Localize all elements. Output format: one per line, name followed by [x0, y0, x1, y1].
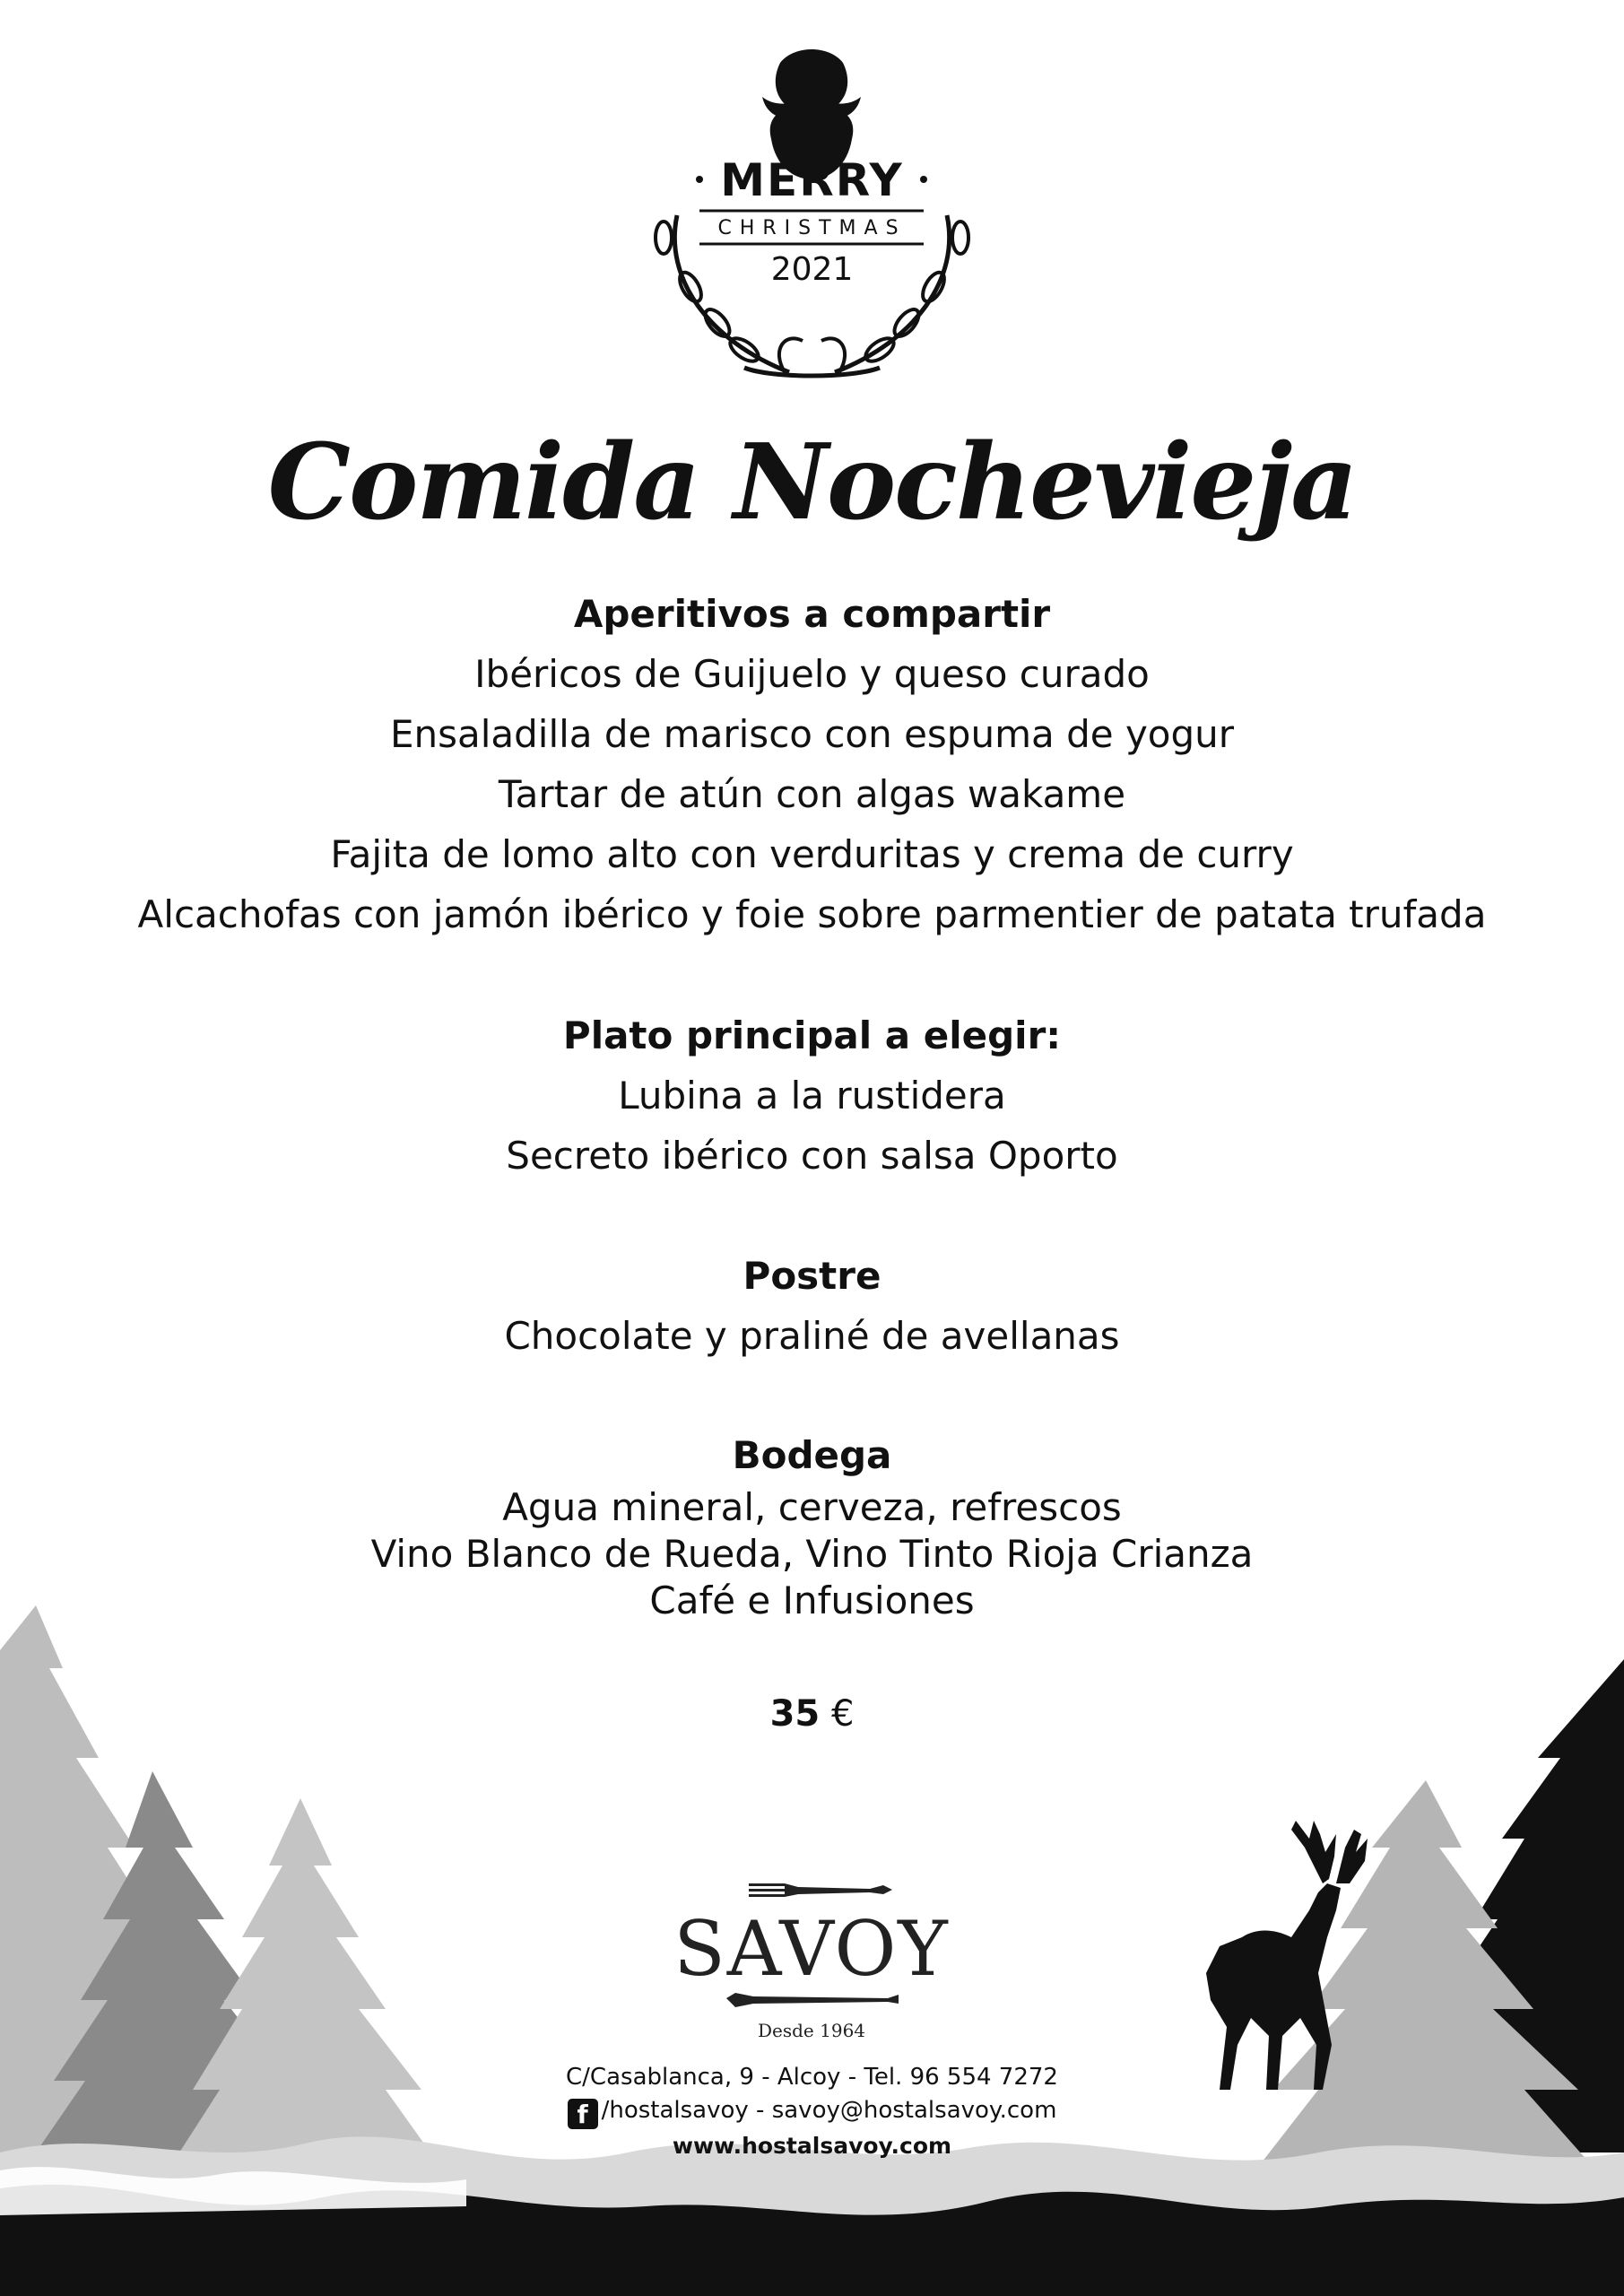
principal-heading: Plato principal a elegir: — [562, 1013, 1062, 1057]
footer-social-text[interactable]: /hostalsavoy - savoy@hostalsavoy.com — [601, 2097, 1057, 2124]
price-currency: € — [830, 1693, 855, 1735]
bodega-heading: Bodega — [732, 1433, 892, 1477]
footer-address: C/Casablanca, 9 - Alcoy - Tel. 96 554 7272 — [566, 2064, 1058, 2091]
postre-item: Chocolate y praliné de avellanas — [504, 1314, 1120, 1358]
bodega-item: Agua mineral, cerveza, refrescos — [502, 1485, 1122, 1529]
year-text: 2021 — [770, 251, 854, 288]
savoy-since: Desde 1964 — [757, 2020, 866, 2041]
menu-title: Comida Nochevieja — [267, 422, 1357, 544]
price — [0, 1693, 1624, 1735]
bodega-item: Vino Blanco de Rueda, Vino Tinto Rioja Crianza — [370, 1532, 1254, 1576]
footer-social — [0, 2094, 1624, 2129]
merry-text: MERRY — [720, 154, 904, 206]
aperitivo-item: Fajita de lomo alto con verduritas y crema de curry — [330, 832, 1294, 876]
merry-christmas-badge — [628, 45, 996, 422]
principal-item: Secreto ibérico con salsa Oporto — [506, 1134, 1118, 1178]
aperitivo-item: Ibéricos de Guijuelo y queso curado — [474, 652, 1150, 696]
postre-heading: Postre — [743, 1254, 881, 1298]
christmas-text: CHRISTMAS — [717, 217, 907, 239]
footer-contact — [0, 2061, 1624, 2162]
savoy-logo — [664, 1866, 960, 2045]
savoy-wordmark: SAVOY — [673, 1905, 950, 1993]
aperitivo-item: Ensaladilla de marisco con espuma de yogur — [389, 712, 1235, 756]
footer-website[interactable]: www.hostalsavoy.com — [672, 2133, 952, 2159]
aperitivo-item: Alcachofas con jamón ibérico y foie sobre parmentier de patata trufada — [137, 892, 1487, 936]
aperitivos-heading: Aperitivos a compartir — [573, 592, 1051, 636]
principal-item: Lubina a la rustidera — [618, 1074, 1006, 1118]
aperitivo-item: Tartar de atún con algas wakame — [498, 772, 1126, 816]
facebook-icon[interactable]: f — [568, 2099, 598, 2129]
bodega-item: Café e Infusiones — [649, 1578, 975, 1622]
price-amount: 35 — [769, 1693, 821, 1735]
